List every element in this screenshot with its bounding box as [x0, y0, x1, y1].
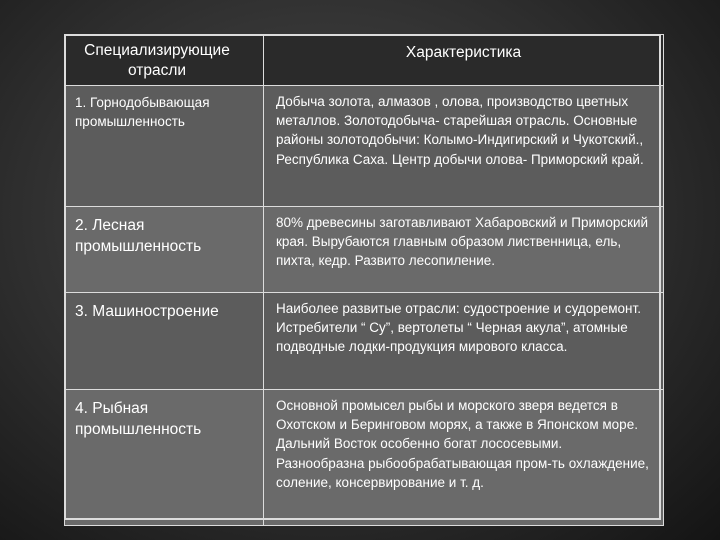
- table-frame: [64, 34, 661, 520]
- branch-name: 3. Машиностроение: [75, 303, 219, 320]
- branch-description: Добыча золота, алмазов , олова, производство цветных металлов. Золотодобыча- старейшая отрасль. Основные районы золотодобычи: Колымо-Индигирский и Чукотский., Республика Саха. Центр добычи олова- Приморский край.: [276, 94, 644, 167]
- branch-description: Наиболее развитые отрасли: судостроение и судоремонт. Истребители “ Су”, вертолеты “ Черная акула”, атомные подводные лодки-продукция мирового класса.: [276, 301, 641, 355]
- branch-name: 1. Горнодобывающая промышленность: [75, 95, 210, 129]
- branch-description: 80% древесины заготавливают Хабаровский и Приморский края. Вырубаются главным образом лиственница, ель, пихта, кедр. Развито лесопиление.: [276, 215, 649, 269]
- branch-name: 2. Лесная промышленность: [75, 217, 202, 255]
- header-characteristics: Характеристика: [405, 44, 522, 61]
- branch-description: Основной промысел рыбы и морского зверя ведется в Охотском и Беринговом морях, а также в Японском море. Дальний Восток особенно богат лососевыми. Разнообразна рыбообрабатывающая пром-ть охлаждение, соление, консервирование и т. д.: [276, 398, 649, 490]
- branch-name: 4. Рыбная промышленность: [75, 400, 202, 438]
- header-branches: Специализирующие отрасли: [84, 42, 230, 79]
